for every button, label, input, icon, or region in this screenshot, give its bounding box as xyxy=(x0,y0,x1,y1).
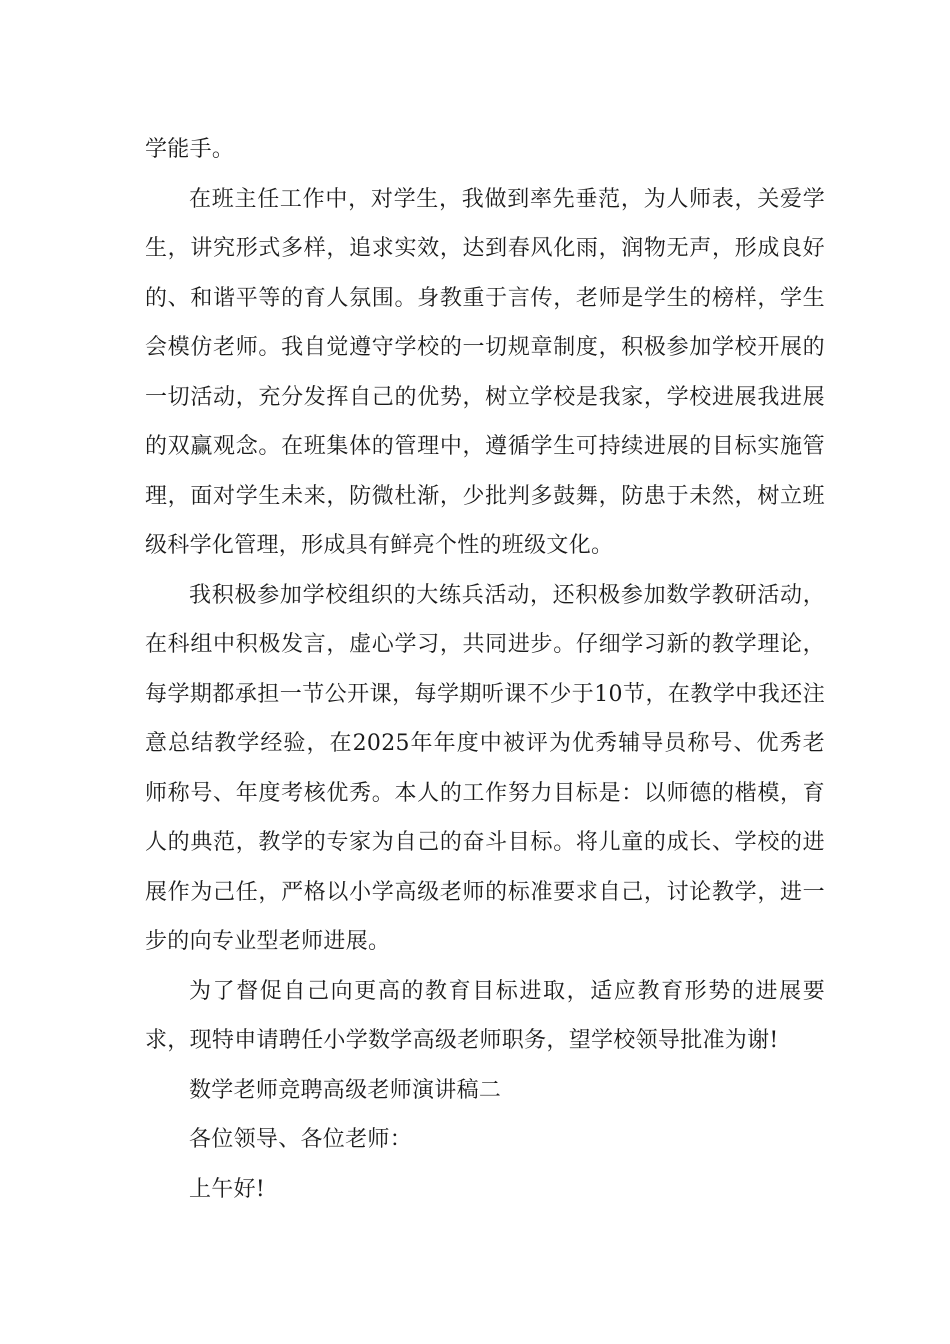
salutation: 各位领导、各位老师： xyxy=(189,1127,413,1152)
paragraph-application: 为了督促自己向更高的教育目标进取，适应教育形势的进展要求，现特申请聘任小学数学高级老师职务，望学校领导批准为谢! xyxy=(145,978,825,1053)
paragraph-continuation: 学能手。 xyxy=(145,137,235,162)
speech-title: 数学老师竞聘高级老师演讲稿二 xyxy=(189,1077,502,1103)
greeting: 上午好! xyxy=(189,1176,266,1202)
document-body xyxy=(145,125,825,1214)
paragraph-teaching-research: 我积极参加学校组织的大练兵活动，还积极参加数学教研活动，在科组中积极发言，虚心学习，共同进步。仔细学习新的教学理论，每学期都承担一节公开课，每学期听课不少于10节，在教学中我还注意总结教学经验，在2025年年度中被评为优秀辅导员称号、优秀老师称号、年度考核优秀。本人的工作努力目标是：以师德的楷模，育人的典范，教学的专家为自己的奋斗目标。将儿童的成长、学校的进展作为己任，严格以小学高级老师的标准要求自己，讨论教学，进一步的向专业型老师进展。 xyxy=(145,582,825,954)
paragraph-class-teacher-work: 在班主任工作中，对学生，我做到率先垂范，为人师表，关爱学生，讲究形式多样，追求实效，达到春风化雨，润物无声，形成良好的、和谐平等的育人氛围。身教重于言传，老师是学生的榜样，学生会模仿老师。我自觉遵守学校的一切规章制度，积极参加学校开展的一切活动，充分发挥自己的优势，树立学校是我家，学校进展我进展的双赢观念。在班集体的管理中，遵循学生可持续进展的目标实施管理，面对学生未来，防微杜渐，少批判多鼓舞，防患于未然，树立班级科学化管理，形成具有鲜亮个性的班级文化。 xyxy=(145,186,825,558)
